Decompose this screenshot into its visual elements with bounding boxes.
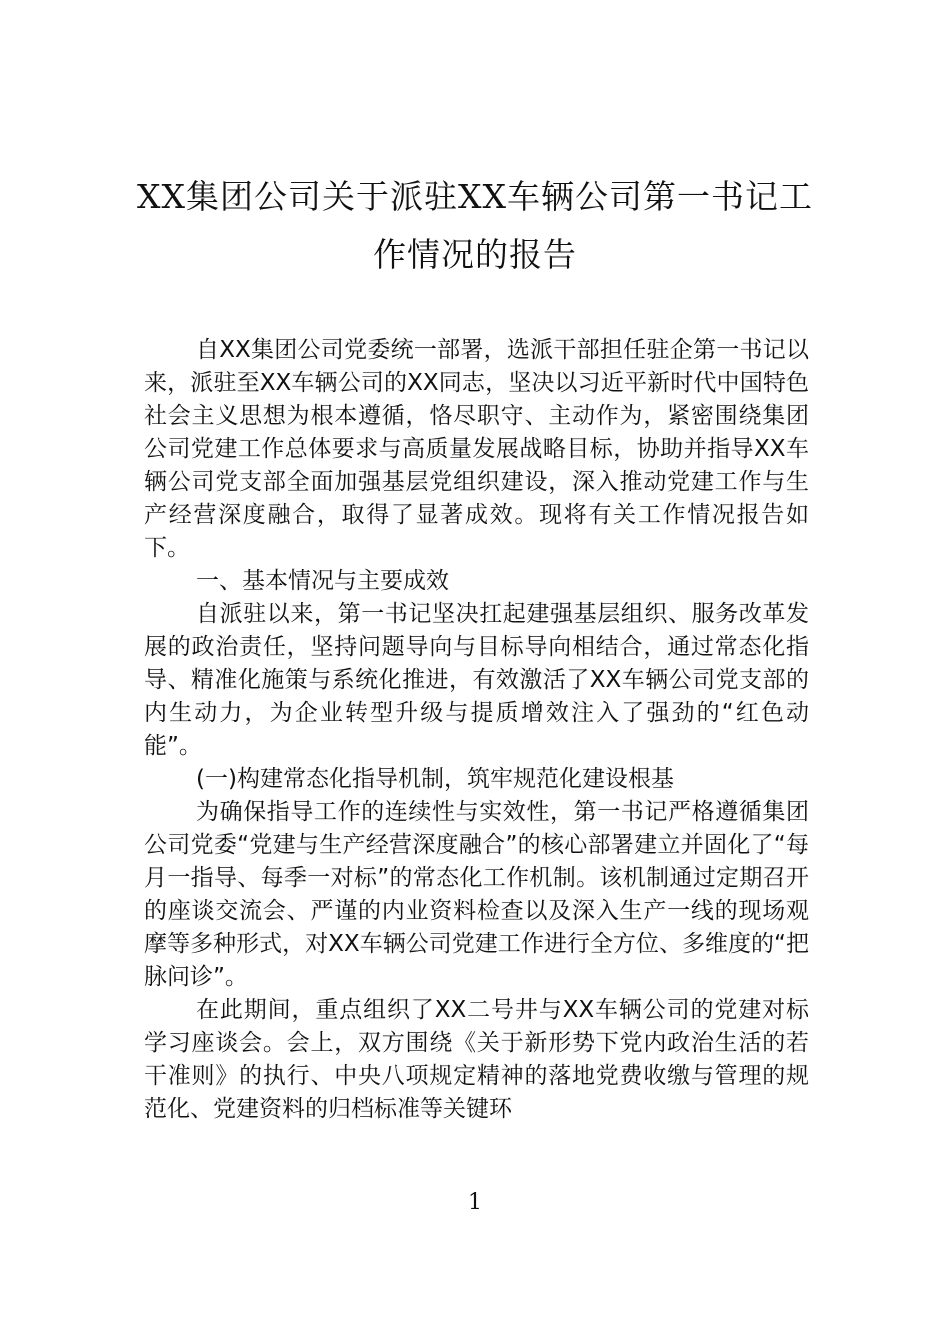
intro-paragraph: 自XX集团公司党委统一部署，选派干部担任驻企第一书记以来，派驻至XX车辆公司的XX同志，坚决以习近平新时代中国特色社会主义思想为根本遵循，恪尽职守、主动作为，紧密围绕集团公司党建工作总体要求与高质量发展战略目标，协助并指导XX车辆公司党支部全面加强基层党组织建设，深入推动党建工作与生产经营深度融合，取得了显著成效。现将有关工作情况报告如下。 bbox=[144, 337, 809, 561]
page-number: 1 bbox=[468, 1190, 482, 1215]
document-title: XX集团公司关于派驻XX车辆公司第一书记工作情况的报告 bbox=[137, 177, 813, 274]
section-heading-1: 一、基本情况与主要成效 bbox=[196, 568, 449, 594]
section-1-paragraph: 自派驻以来，第一书记坚决扛起建强基层组织、服务改革发展的政治责任，坚持问题导向与目标导向相结合，通过常态化指导、精准化施策与系统化推进，有效激活了XX车辆公司党支部的内生动力，为企业转型升级与提质增效注入了强劲的“红色动能”。 bbox=[144, 601, 809, 759]
document-body bbox=[144, 334, 809, 1126]
subsection-heading-1: (一)构建常态化指导机制，筑牢规范化建设根基 bbox=[196, 766, 674, 792]
subsection-1-paragraph-2: 在此期间，重点组织了XX二号井与XX车辆公司的党建对标学习座谈会。会上，双方围绕《关于新形势下党内政治生活的若干准则》的执行、中央八项规定精神的落地党费收缴与管理的规范化、党建资料的归档标准等关键环 bbox=[144, 997, 809, 1122]
subsection-1-paragraph-1: 为确保指导工作的连续性与实效性，第一书记严格遵循集团公司党委“党建与生产经营深度融合”的核心部署建立并固化了“每月一指导、每季一对标”的常态化工作机制。该机制通过定期召开的座谈交流会、严谨的内业资料检查以及深入生产一线的现场观摩等多种形式，对XX车辆公司党建工作进行全方位、多维度的“把脉问诊”。 bbox=[144, 799, 809, 990]
